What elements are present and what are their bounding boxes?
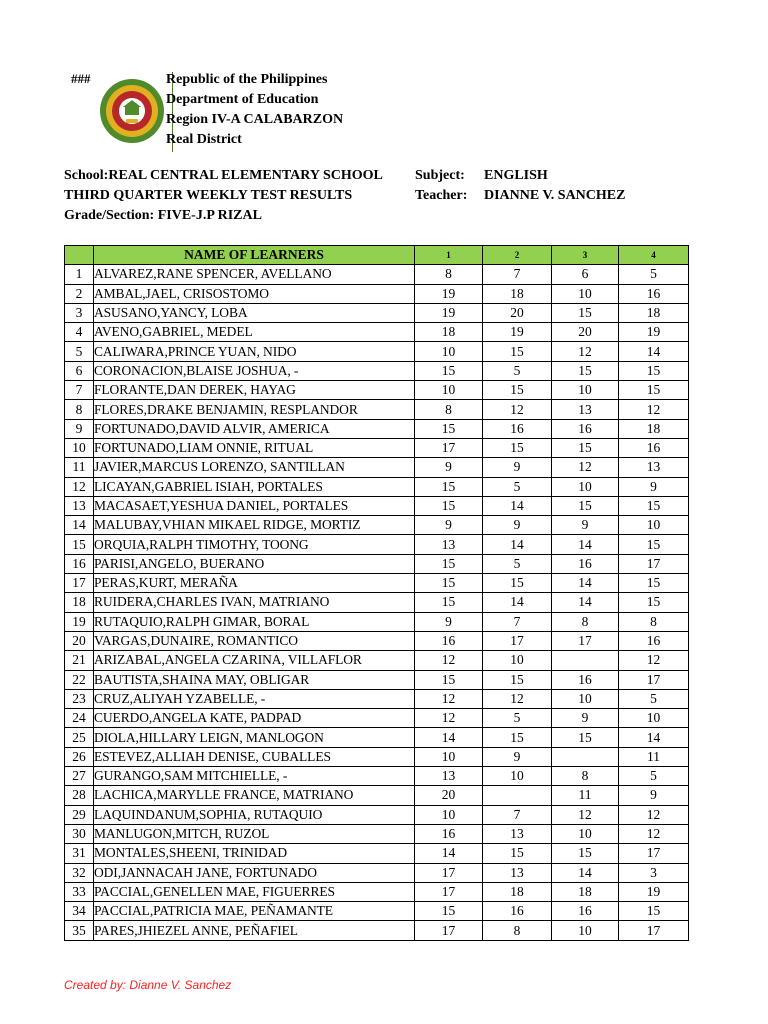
score-week-3: 12 (552, 342, 619, 361)
score-week-3: 18 (552, 882, 619, 901)
score-week-4: 10 (619, 516, 689, 535)
header-line-4: Real District (166, 132, 242, 147)
score-week-3: 15 (552, 361, 619, 380)
table-row (65, 381, 689, 400)
score-week-4: 5 (619, 689, 689, 708)
score-week-1: 15 (415, 496, 483, 515)
row-number: 31 (65, 844, 94, 863)
score-week-1: 9 (415, 516, 483, 535)
score-week-2: 14 (483, 593, 552, 612)
score-week-2: 13 (483, 824, 552, 843)
score-week-3 (552, 651, 619, 670)
score-week-3: 15 (552, 496, 619, 515)
table-row (65, 265, 689, 284)
learner-name: PARISI,ANGELO, BUERANO (94, 554, 415, 573)
score-week-3: 10 (552, 824, 619, 843)
table-row (65, 303, 689, 322)
table-row (65, 400, 689, 419)
score-week-1: 9 (415, 458, 483, 477)
score-week-1: 13 (415, 535, 483, 554)
header-line-3: Region IV-A CALABARZON (166, 112, 344, 127)
score-week-4: 19 (619, 882, 689, 901)
score-week-4: 14 (619, 728, 689, 747)
score-week-1: 17 (415, 863, 483, 882)
score-week-2: 15 (483, 844, 552, 863)
row-number: 12 (65, 477, 94, 496)
score-week-4: 17 (619, 554, 689, 573)
row-number: 23 (65, 689, 94, 708)
score-week-3: 11 (552, 786, 619, 805)
score-week-3: 14 (552, 863, 619, 882)
score-week-3: 10 (552, 921, 619, 940)
header-line-2: Department of Education (166, 92, 319, 107)
table-row (65, 689, 689, 708)
info-values (484, 166, 625, 206)
score-week-3: 10 (552, 689, 619, 708)
score-week-3: 13 (552, 400, 619, 419)
score-week-1: 16 (415, 824, 483, 843)
score-week-1: 12 (415, 689, 483, 708)
row-number: 14 (65, 516, 94, 535)
score-week-2: 15 (483, 574, 552, 593)
row-number: 17 (65, 574, 94, 593)
table-row (65, 593, 689, 612)
score-week-1: 14 (415, 728, 483, 747)
score-week-1: 15 (415, 554, 483, 573)
learner-name: PACCIAL,PATRICIA MAE, PEÑAMANTE (94, 902, 415, 921)
score-week-1: 12 (415, 651, 483, 670)
score-week-3: 8 (552, 612, 619, 631)
teacher-label: Teacher: (415, 188, 468, 203)
score-week-3: 16 (552, 419, 619, 438)
learner-name: CALIWARA,PRINCE YUAN, NIDO (94, 342, 415, 361)
row-number: 33 (65, 882, 94, 901)
learner-name: ASUSANO,YANCY, LOBA (94, 303, 415, 322)
score-week-3: 14 (552, 593, 619, 612)
learner-name: LAQUINDANUM,SOPHIA, RUTAQUIO (94, 805, 415, 824)
score-week-1: 19 (415, 284, 483, 303)
score-week-4: 5 (619, 265, 689, 284)
score-week-4: 16 (619, 284, 689, 303)
score-week-1: 8 (415, 400, 483, 419)
score-week-2 (483, 786, 552, 805)
score-week-4: 10 (619, 709, 689, 728)
table-row (65, 342, 689, 361)
score-week-4: 12 (619, 805, 689, 824)
table-row (65, 728, 689, 747)
score-week-3: 16 (552, 670, 619, 689)
score-week-2: 5 (483, 361, 552, 380)
score-week-1: 10 (415, 342, 483, 361)
score-week-1: 15 (415, 477, 483, 496)
table-row (65, 477, 689, 496)
row-number: 21 (65, 651, 94, 670)
score-week-3: 6 (552, 265, 619, 284)
score-week-3: 16 (552, 554, 619, 573)
score-week-2: 10 (483, 767, 552, 786)
score-week-1: 14 (415, 844, 483, 863)
learner-name: CUERDO,ANGELA KATE, PADPAD (94, 709, 415, 728)
table-row (65, 496, 689, 515)
score-week-4: 15 (619, 496, 689, 515)
learner-name: BAUTISTA,SHAINA MAY, OBLIGAR (94, 670, 415, 689)
score-week-1: 15 (415, 670, 483, 689)
score-week-1: 16 (415, 631, 483, 650)
score-week-1: 17 (415, 882, 483, 901)
score-week-4: 12 (619, 400, 689, 419)
score-week-2: 15 (483, 728, 552, 747)
score-week-2: 18 (483, 284, 552, 303)
row-number: 2 (65, 284, 94, 303)
table-row (65, 419, 689, 438)
score-week-3: 9 (552, 516, 619, 535)
table-row (65, 747, 689, 766)
score-week-4: 17 (619, 844, 689, 863)
learner-name: CORONACION,BLAISE JOSHUA, - (94, 361, 415, 380)
row-number: 9 (65, 419, 94, 438)
score-week-3: 16 (552, 902, 619, 921)
score-week-1: 13 (415, 767, 483, 786)
grade-section: Grade/Section: FIVE-J.P RIZAL (64, 208, 262, 223)
header-line-1: Republic of the Philippines (166, 72, 328, 87)
score-week-2: 9 (483, 458, 552, 477)
row-number: 11 (65, 458, 94, 477)
score-week-3: 9 (552, 709, 619, 728)
header-week-4: 4 (619, 246, 689, 265)
table-row (65, 767, 689, 786)
header-name: NAME OF LEARNERS (94, 246, 415, 265)
row-number: 3 (65, 303, 94, 322)
score-week-1: 15 (415, 361, 483, 380)
table-row (65, 323, 689, 342)
score-week-2: 12 (483, 689, 552, 708)
score-week-4: 15 (619, 381, 689, 400)
table-row (65, 786, 689, 805)
score-week-1: 8 (415, 265, 483, 284)
score-week-4: 19 (619, 323, 689, 342)
score-week-3: 15 (552, 728, 619, 747)
score-week-1: 10 (415, 747, 483, 766)
table-row (65, 805, 689, 824)
score-week-1: 19 (415, 303, 483, 322)
score-week-1: 20 (415, 786, 483, 805)
score-week-1: 10 (415, 805, 483, 824)
score-week-2: 5 (483, 477, 552, 496)
score-week-2: 5 (483, 709, 552, 728)
score-week-4: 11 (619, 747, 689, 766)
score-week-3: 15 (552, 303, 619, 322)
score-week-3: 15 (552, 438, 619, 457)
score-week-2: 5 (483, 554, 552, 573)
row-number: 25 (65, 728, 94, 747)
school-name: School:REAL CENTRAL ELEMENTARY SCHOOL (64, 168, 383, 183)
table-row (65, 882, 689, 901)
score-week-2: 8 (483, 921, 552, 940)
learner-name: FORTUNADO,LIAM ONNIE, RITUAL (94, 438, 415, 457)
row-number: 30 (65, 824, 94, 843)
score-week-4: 12 (619, 651, 689, 670)
score-week-4: 12 (619, 824, 689, 843)
report-info (64, 166, 383, 226)
learner-name: LICAYAN,GABRIEL ISIAH, PORTALES (94, 477, 415, 496)
learner-name: FORTUNADO,DAVID ALVIR, AMERICA (94, 419, 415, 438)
table-row (65, 844, 689, 863)
learner-name: GURANGO,SAM MITCHIELLE, - (94, 767, 415, 786)
score-week-2: 18 (483, 882, 552, 901)
school-seal-logo (99, 78, 165, 144)
table-row (65, 631, 689, 650)
score-week-1: 17 (415, 438, 483, 457)
learner-name: MACASAET,YESHUA DANIEL, PORTALES (94, 496, 415, 515)
learner-name: RUIDERA,CHARLES IVAN, MATRIANO (94, 593, 415, 612)
score-week-2: 10 (483, 651, 552, 670)
score-week-2: 12 (483, 400, 552, 419)
score-week-3 (552, 747, 619, 766)
score-week-2: 15 (483, 381, 552, 400)
score-week-4: 15 (619, 535, 689, 554)
score-week-2: 15 (483, 342, 552, 361)
score-week-1: 17 (415, 921, 483, 940)
score-week-4: 8 (619, 612, 689, 631)
row-number: 15 (65, 535, 94, 554)
header-week-1: 1 (415, 246, 483, 265)
table-row (65, 438, 689, 457)
score-week-3: 12 (552, 805, 619, 824)
score-week-2: 17 (483, 631, 552, 650)
table-row (65, 284, 689, 303)
score-week-4: 15 (619, 574, 689, 593)
score-week-1: 12 (415, 709, 483, 728)
teacher-value: DIANNE V. SANCHEZ (484, 188, 626, 203)
score-week-1: 9 (415, 612, 483, 631)
row-number: 34 (65, 902, 94, 921)
table-row (65, 516, 689, 535)
score-week-3: 12 (552, 458, 619, 477)
header-number (65, 246, 94, 265)
row-number: 13 (65, 496, 94, 515)
table-row (65, 574, 689, 593)
learner-name: AMBAL,JAEL, CRISOSTOMO (94, 284, 415, 303)
row-number: 32 (65, 863, 94, 882)
learner-name: FLORANTE,DAN DEREK, HAYAG (94, 381, 415, 400)
table-row (65, 921, 689, 940)
row-number: 29 (65, 805, 94, 824)
score-week-2: 16 (483, 902, 552, 921)
row-number: 19 (65, 612, 94, 631)
subject-label: Subject: (415, 168, 465, 183)
learner-name: ESTEVEZ,ALLIAH DENISE, CUBALLES (94, 747, 415, 766)
row-number: 27 (65, 767, 94, 786)
score-week-2: 19 (483, 323, 552, 342)
score-week-3: 10 (552, 381, 619, 400)
row-number: 4 (65, 323, 94, 342)
score-week-4: 15 (619, 902, 689, 921)
score-week-1: 15 (415, 593, 483, 612)
table-row (65, 863, 689, 882)
table-header-row (65, 246, 689, 265)
score-week-3: 10 (552, 284, 619, 303)
learner-name: JAVIER,MARCUS LORENZO, SANTILLAN (94, 458, 415, 477)
score-week-4: 15 (619, 593, 689, 612)
row-number: 26 (65, 747, 94, 766)
row-number: 16 (65, 554, 94, 573)
agency-header (166, 70, 343, 150)
report-title: THIRD QUARTER WEEKLY TEST RESULTS (64, 188, 353, 203)
info-labels (415, 166, 467, 206)
score-week-3: 15 (552, 844, 619, 863)
row-number: 10 (65, 438, 94, 457)
score-week-4: 15 (619, 361, 689, 380)
score-week-2: 7 (483, 265, 552, 284)
score-week-1: 10 (415, 381, 483, 400)
creator-credit: Created by: Dianne V. Sanchez (64, 978, 232, 992)
score-week-2: 15 (483, 438, 552, 457)
score-week-2: 20 (483, 303, 552, 322)
table-row (65, 651, 689, 670)
score-week-3: 14 (552, 574, 619, 593)
table-row (65, 902, 689, 921)
score-week-2: 16 (483, 419, 552, 438)
score-week-4: 13 (619, 458, 689, 477)
score-week-1: 15 (415, 419, 483, 438)
score-week-4: 9 (619, 477, 689, 496)
table-row (65, 709, 689, 728)
score-week-4: 3 (619, 863, 689, 882)
header-week-3: 3 (552, 246, 619, 265)
learner-name: ODI,JANNACAH JANE, FORTUNADO (94, 863, 415, 882)
learner-name: PERAS,KURT, MERAÑA (94, 574, 415, 593)
results-table (64, 245, 689, 941)
learner-name: ALVAREZ,RANE SPENCER, AVELLANO (94, 265, 415, 284)
row-number: 18 (65, 593, 94, 612)
score-week-4: 16 (619, 438, 689, 457)
table-row (65, 458, 689, 477)
score-week-3: 20 (552, 323, 619, 342)
score-week-4: 18 (619, 419, 689, 438)
table-row (65, 361, 689, 380)
hash-mark: ### (71, 71, 91, 86)
score-week-4: 5 (619, 767, 689, 786)
learner-name: PACCIAL,GENELLEN MAE, FIGUERRES (94, 882, 415, 901)
table-row (65, 824, 689, 843)
table-row (65, 670, 689, 689)
row-number: 7 (65, 381, 94, 400)
score-week-1: 18 (415, 323, 483, 342)
row-number: 24 (65, 709, 94, 728)
learner-name: LACHICA,MARYLLE FRANCE, MATRIANO (94, 786, 415, 805)
table-row (65, 612, 689, 631)
score-week-2: 13 (483, 863, 552, 882)
learner-name: FLORES,DRAKE BENJAMIN, RESPLANDOR (94, 400, 415, 419)
score-week-4: 14 (619, 342, 689, 361)
score-week-2: 14 (483, 496, 552, 515)
row-number: 35 (65, 921, 94, 940)
score-week-4: 17 (619, 921, 689, 940)
score-week-1: 15 (415, 574, 483, 593)
row-number: 1 (65, 265, 94, 284)
learner-name: AVENO,GABRIEL, MEDEL (94, 323, 415, 342)
row-number: 22 (65, 670, 94, 689)
score-week-3: 10 (552, 477, 619, 496)
row-number: 28 (65, 786, 94, 805)
learner-name: MANLUGON,MITCH, RUZOL (94, 824, 415, 843)
score-week-2: 7 (483, 805, 552, 824)
learner-name: ARIZABAL,ANGELA CZARINA, VILLAFLOR (94, 651, 415, 670)
row-number: 20 (65, 631, 94, 650)
score-week-4: 18 (619, 303, 689, 322)
header-week-2: 2 (483, 246, 552, 265)
row-number: 5 (65, 342, 94, 361)
learner-name: RUTAQUIO,RALPH GIMAR, BORAL (94, 612, 415, 631)
score-week-4: 17 (619, 670, 689, 689)
table-row (65, 554, 689, 573)
row-number: 8 (65, 400, 94, 419)
score-week-3: 14 (552, 535, 619, 554)
learner-name: MALUBAY,VHIAN MIKAEL RIDGE, MORTIZ (94, 516, 415, 535)
row-number: 6 (65, 361, 94, 380)
score-week-1: 15 (415, 902, 483, 921)
table-row (65, 535, 689, 554)
score-week-4: 16 (619, 631, 689, 650)
score-week-2: 9 (483, 747, 552, 766)
learner-name: DIOLA,HILLARY LEIGN, MANLOGON (94, 728, 415, 747)
score-week-2: 9 (483, 516, 552, 535)
learner-name: VARGAS,DUNAIRE, ROMANTICO (94, 631, 415, 650)
score-week-2: 14 (483, 535, 552, 554)
subject-value: ENGLISH (484, 168, 548, 183)
score-week-2: 7 (483, 612, 552, 631)
learner-name: CRUZ,ALIYAH YZABELLE, - (94, 689, 415, 708)
learner-name: PARES,JHIEZEL ANNE, PEÑAFIEL (94, 921, 415, 940)
learner-name: ORQUIA,RALPH TIMOTHY, TOONG (94, 535, 415, 554)
score-week-3: 8 (552, 767, 619, 786)
score-week-4: 9 (619, 786, 689, 805)
score-week-3: 17 (552, 631, 619, 650)
learner-name: MONTALES,SHEENI, TRINIDAD (94, 844, 415, 863)
score-week-2: 15 (483, 670, 552, 689)
